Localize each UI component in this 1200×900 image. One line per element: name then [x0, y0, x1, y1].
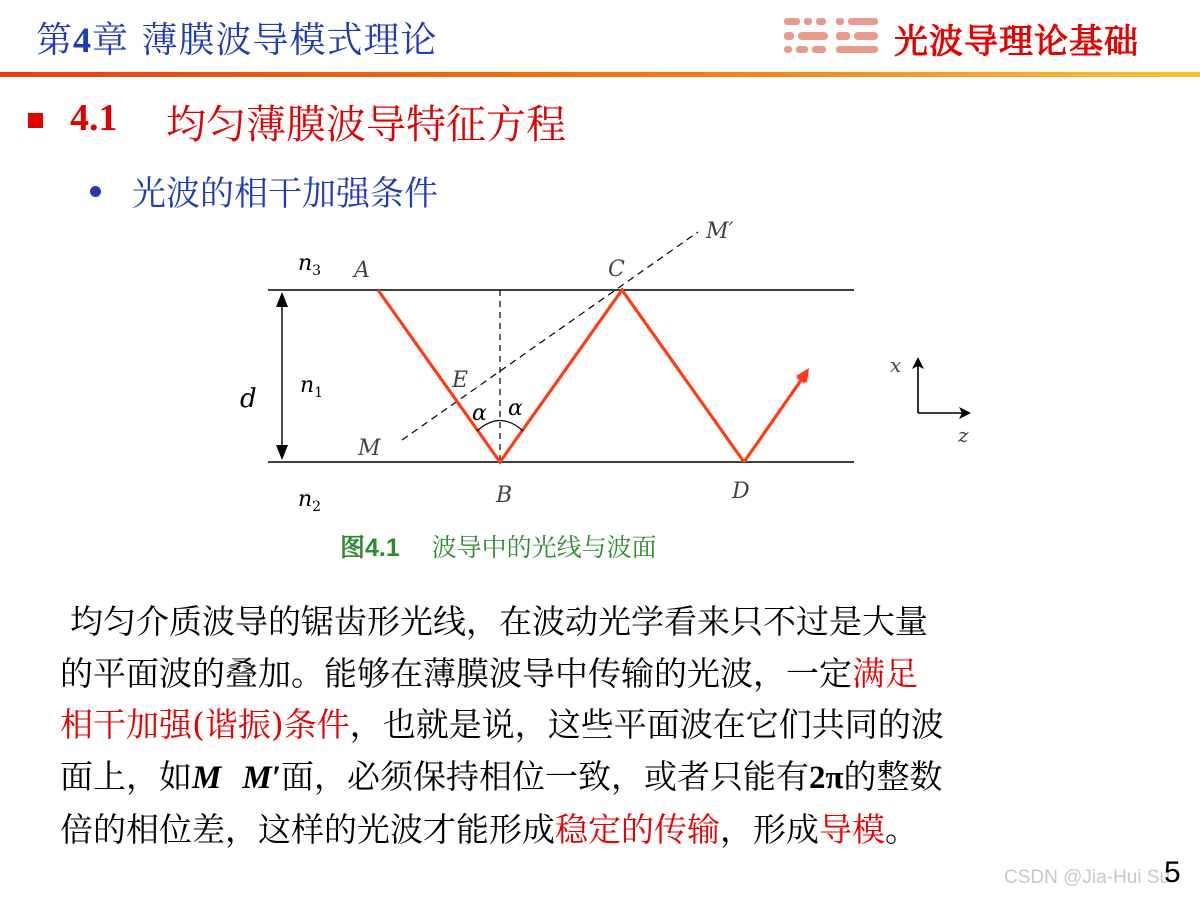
- caption-text: 波导中的光线与波面: [431, 533, 657, 562]
- label-B: B: [496, 483, 513, 508]
- symbol-M-prime: M′: [242, 759, 281, 796]
- ray-exit-arrow: [744, 376, 804, 462]
- body-line-4: [60, 751, 1145, 805]
- body-text-5b: ，形成: [720, 810, 819, 849]
- section-number: 4.1: [70, 97, 118, 139]
- figure-caption: [340, 528, 657, 564]
- body-text-3b: ，也就是说，这些平面波在它们共同的波: [349, 705, 944, 744]
- course-logo-icon: [780, 16, 882, 56]
- label-z-axis: z: [958, 423, 969, 447]
- body-text-4b: 面，必须保持相位一致，或者只能有: [280, 756, 809, 796]
- section-bullet-icon: [28, 113, 43, 128]
- body-highlight-4: 导模: [819, 810, 885, 849]
- chapter-prefix: 第: [36, 20, 74, 61]
- caption-prefix: 图: [340, 533, 366, 562]
- label-alpha-right: α: [508, 396, 523, 421]
- label-n2: $n_2$: [298, 487, 322, 515]
- label-C: C: [608, 257, 625, 282]
- chapter-number: 4: [73, 20, 93, 60]
- caption-label: [340, 533, 400, 562]
- label-d: d: [240, 384, 257, 414]
- subsection-title: 光波的相干加强条件: [132, 174, 438, 214]
- body-highlight-3: 稳定的传输: [555, 810, 720, 849]
- body-line-1: [60, 596, 1145, 648]
- waveguide-diagram: [230, 210, 1000, 530]
- chapter-suffix: 章 薄膜波导模式理论: [92, 20, 438, 61]
- body-line-2: [60, 648, 1145, 700]
- symbol-2pi: 2π: [808, 759, 844, 796]
- label-alpha-left: α: [472, 401, 487, 426]
- chapter-title: [36, 12, 437, 63]
- body-text-4a: 面上，如: [60, 756, 192, 796]
- body-text-2a: 的平面波的叠加。能够在薄膜波导中传输的光波，一定: [60, 653, 852, 693]
- label-A: A: [354, 258, 370, 283]
- label-E: E: [452, 368, 469, 393]
- body-highlight-2: 相干加强(谐振)条件: [60, 705, 350, 744]
- page-number: 5: [1164, 856, 1181, 889]
- body-text-1: 均匀介质波导的锯齿形光线，在波动光学看来只不过是大量: [70, 602, 928, 641]
- body-line-5: [60, 804, 1145, 856]
- label-n3: $n_3$: [298, 251, 322, 279]
- label-x-axis: x: [890, 353, 902, 377]
- body-paragraph: [60, 596, 1145, 856]
- course-title: 光波导理论基础: [894, 22, 1139, 62]
- body-line-3: [60, 699, 1145, 751]
- waveguide-figure: [230, 210, 1000, 530]
- body-highlight-1: 满足: [852, 653, 918, 693]
- label-n1: $n_1$: [300, 373, 324, 401]
- symbol-M: M: [192, 759, 222, 796]
- label-D: D: [732, 479, 750, 504]
- section-title: 均匀薄膜波导特征方程: [166, 102, 566, 148]
- caption-number: 4.1: [365, 534, 400, 562]
- body-text-5a: 倍的相位差，这样的光波才能形成: [60, 810, 555, 849]
- label-M: M: [358, 436, 381, 461]
- body-text-5c: 。: [885, 810, 918, 849]
- subsection-bullet-icon: [90, 186, 101, 197]
- header-divider: [0, 72, 1200, 77]
- label-M-prime: M′: [706, 219, 734, 244]
- watermark: CSDN @Jia-Hui Su: [1004, 867, 1171, 888]
- body-text-4c: 的整数: [843, 756, 943, 796]
- zigzag-ray: [378, 290, 744, 462]
